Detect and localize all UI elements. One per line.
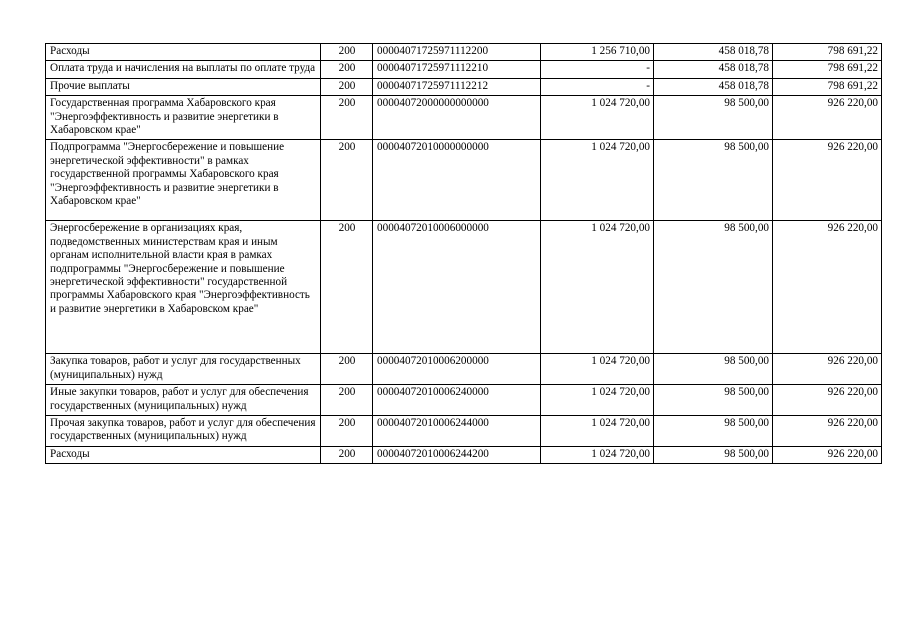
row-executed-cell: 98 500,00 [654,446,773,463]
row-executed-cell: 458 018,78 [654,44,773,61]
row-approved-cell: 1 024 720,00 [541,221,654,354]
row-approved-cell: 1 024 720,00 [541,96,654,140]
table-row [46,44,882,61]
row-code-cell: 200 [321,416,373,447]
row-name-cell: Государственная программа Хабаровского края "Энергоэффективность и развитие энергетики в Хабаровском крае" [46,96,321,140]
table-body [46,44,882,464]
row-approved-cell: 1 024 720,00 [541,416,654,447]
row-kbk-cell: 00004072010006240000 [373,385,541,416]
table-row [46,96,882,140]
row-executed-cell: 98 500,00 [654,96,773,140]
table-row [46,61,882,78]
row-approved-cell: 1 256 710,00 [541,44,654,61]
row-executed-cell: 458 018,78 [654,78,773,95]
row-unexecuted-cell: 926 220,00 [773,385,882,416]
row-unexecuted-cell: 926 220,00 [773,416,882,447]
row-kbk-cell: 00004071725971112212 [373,78,541,95]
row-kbk-cell: 00004072010006000000 [373,221,541,354]
table-row [46,385,882,416]
row-name-cell: Подпрограмма "Энергосбережение и повышение энергетической эффективности" в рамках государственной программы Хабаровского края "Энергоэффективность и развитие энергетики в Хабаровском крае" [46,140,321,221]
table-row [46,221,882,354]
row-code-cell: 200 [321,61,373,78]
row-unexecuted-cell: 926 220,00 [773,221,882,354]
row-approved-cell: 1 024 720,00 [541,385,654,416]
row-name-cell: Оплата труда и начисления на выплаты по оплате труда [46,61,321,78]
row-executed-cell: 98 500,00 [654,385,773,416]
table-row [46,140,882,221]
row-name-cell: Иные закупки товаров, работ и услуг для обеспечения государственных (муниципальных) нужд [46,385,321,416]
row-name-cell: Закупка товаров, работ и услуг для государственных (муниципальных) нужд [46,354,321,385]
row-kbk-cell: 00004072010000000000 [373,140,541,221]
row-approved-cell: 1 024 720,00 [541,354,654,385]
row-code-cell: 200 [321,221,373,354]
row-unexecuted-cell: 798 691,22 [773,44,882,61]
row-name-cell: Прочая закупка товаров, работ и услуг для обеспечения государственных (муниципальных) нужд [46,416,321,447]
row-code-cell: 200 [321,96,373,140]
row-unexecuted-cell: 926 220,00 [773,140,882,221]
row-name-cell: Расходы [46,44,321,61]
row-approved-cell: - [541,78,654,95]
row-kbk-cell: 00004072000000000000 [373,96,541,140]
row-code-cell: 200 [321,385,373,416]
row-approved-cell: 1 024 720,00 [541,446,654,463]
row-name-cell: Энергосбережение в организациях края, подведомственных министерствам края и иным органам исполнительной власти края в рамках подпрограммы "Энергосбережение и повышение энергетической эффективности" государственной программы Хабаровского края "Энергоэффективность и развитие энергетики в Хабаровском крае" [46,221,321,354]
budget-execution-table [45,43,882,464]
row-kbk-cell: 00004072010006200000 [373,354,541,385]
row-kbk-cell: 00004072010006244200 [373,446,541,463]
row-unexecuted-cell: 926 220,00 [773,96,882,140]
row-executed-cell: 98 500,00 [654,416,773,447]
row-code-cell: 200 [321,354,373,385]
row-executed-cell: 98 500,00 [654,221,773,354]
row-name-cell: Расходы [46,446,321,463]
row-kbk-cell: 00004071725971112200 [373,44,541,61]
row-approved-cell: - [541,61,654,78]
table-row [46,446,882,463]
row-kbk-cell: 00004072010006244000 [373,416,541,447]
row-code-cell: 200 [321,446,373,463]
row-unexecuted-cell: 798 691,22 [773,61,882,78]
row-name-cell: Прочие выплаты [46,78,321,95]
row-executed-cell: 98 500,00 [654,140,773,221]
row-approved-cell: 1 024 720,00 [541,140,654,221]
row-unexecuted-cell: 926 220,00 [773,446,882,463]
table-row [46,354,882,385]
table-row [46,78,882,95]
row-executed-cell: 458 018,78 [654,61,773,78]
row-code-cell: 200 [321,44,373,61]
row-code-cell: 200 [321,78,373,95]
row-unexecuted-cell: 798 691,22 [773,78,882,95]
row-code-cell: 200 [321,140,373,221]
row-kbk-cell: 00004071725971112210 [373,61,541,78]
table-row [46,416,882,447]
row-unexecuted-cell: 926 220,00 [773,354,882,385]
row-executed-cell: 98 500,00 [654,354,773,385]
